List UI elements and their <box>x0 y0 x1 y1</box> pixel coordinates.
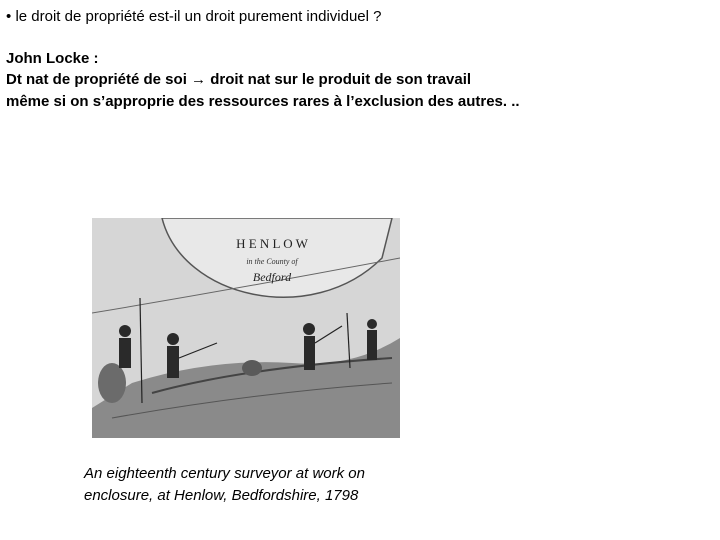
surveyor-engraving <box>92 218 400 438</box>
locke-line-2: même si on s’approprie des ressources rares à l’exclusion des autres. .. <box>6 93 520 110</box>
locke-heading: John Locke : <box>6 50 99 67</box>
engraving-title: H E N L O W <box>236 236 308 251</box>
image-caption <box>84 463 365 507</box>
question-text: le droit de propriété est-il un droit purement individuel ? <box>15 8 382 25</box>
bullet-icon: • <box>6 8 12 25</box>
caption-line-1: An eighteenth century surveyor at work on <box>84 465 365 482</box>
locke-line-1: Dt nat de propriété de soi → droit nat sur le produit de son travail <box>6 71 472 88</box>
caption-line-2: enclosure, at Henlow, Bedfordshire, 1798 <box>84 487 359 504</box>
engraving-subtitle: in the County of <box>246 257 298 266</box>
engraving-county: Bedford <box>252 270 292 284</box>
question-line <box>6 8 381 25</box>
